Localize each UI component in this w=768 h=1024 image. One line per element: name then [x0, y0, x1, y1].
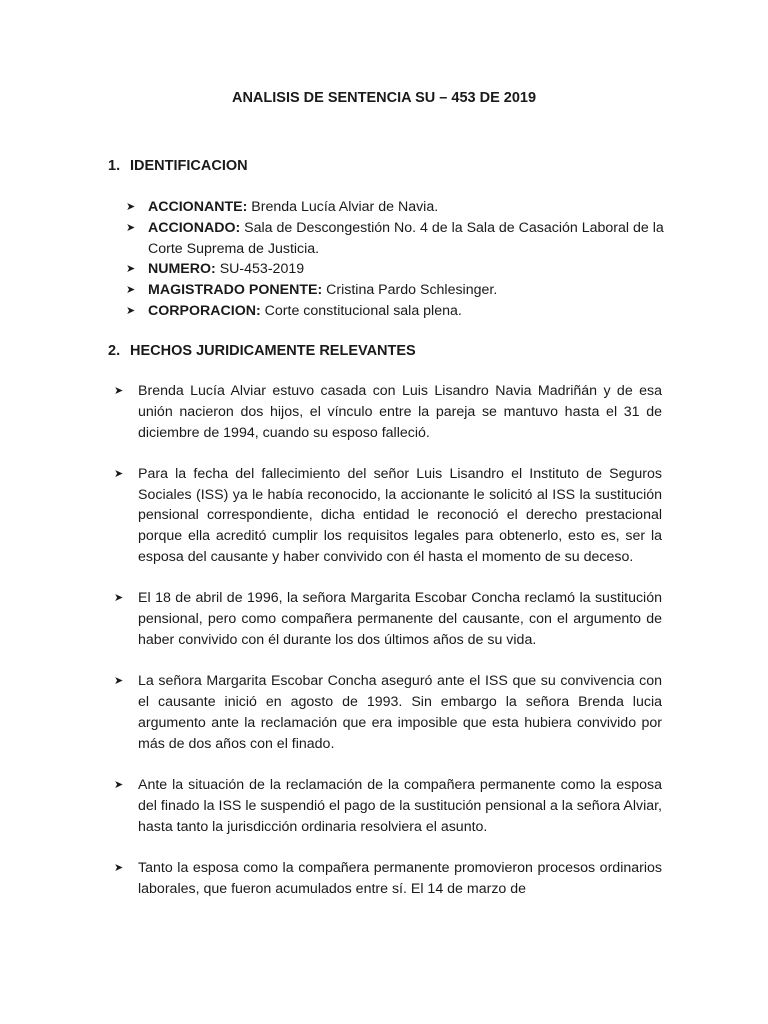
- arrow-bullet-icon: ➤: [114, 675, 124, 688]
- item-label: CORPORACION:: [148, 302, 261, 319]
- arrow-bullet-icon: ➤: [126, 201, 136, 213]
- arrow-bullet-icon: ➤: [114, 385, 124, 397]
- list-item: [126, 197, 666, 218]
- item-value: Sala de Descongestión No. 4 de la Sala de Casación Laboral de la Corte Suprema de Justicia.: [148, 219, 664, 257]
- list-item: [126, 259, 666, 280]
- arrow-bullet-icon: ➤: [126, 284, 136, 297]
- item-label: ACCIONANTE:: [148, 199, 248, 215]
- arrow-bullet-icon: ➤: [114, 778, 124, 791]
- fact-paragraph: [114, 464, 662, 568]
- identification-list: [126, 197, 666, 322]
- item-label: ACCIONADO:: [148, 219, 241, 236]
- list-item: [126, 280, 666, 301]
- fact-text: Brenda Lucía Alviar estuvo casada con Luis Lisandro Navia Madriñán y de esa unión nacieron dos hijos, el vínculo entre la pareja se mantuvo hasta el 31 de diciembre de 1994, cuando su esposo falleció.: [138, 383, 662, 441]
- arrow-bullet-icon: ➤: [114, 861, 124, 874]
- section-heading-hechos: [108, 343, 416, 359]
- section-title: HECHOS JURIDICAMENTE RELEVANTES: [130, 343, 416, 359]
- item-value: Brenda Lucía Alviar de Navia.: [247, 199, 439, 215]
- list-item: [126, 218, 666, 260]
- item-value: Corte constitucional sala plena.: [260, 302, 462, 319]
- facts-list: [114, 381, 662, 920]
- fact-text: Para la fecha del fallecimiento del señor Luis Lisandro el Instituto de Seguros Sociales (ISS) ya le había reconocido, la accionante le solicitó al ISS la sustitución pensional correspondiente, dicha entidad le reconoció el derecho prestacional porque ella acreditó cumplir los requisitos legales para obtenerlo, esto es, ser la esposa del causante y haber convivido con él hasta el momento de su deceso.: [138, 465, 662, 566]
- fact-paragraph: [114, 588, 662, 650]
- fact-text: Ante la situación de la reclamación de la compañera permanente como la esposa del finado la ISS le suspendió el pago de la sustitución pensional a la señora Alviar, hasta tanto la jurisdicción ordinaria resolviera el asunto.: [138, 776, 662, 835]
- arrow-bullet-icon: ➤: [114, 467, 124, 480]
- section-number: 1.: [108, 158, 121, 174]
- section-heading-identificacion: [108, 158, 248, 174]
- item-value: SU-453-2019: [215, 261, 305, 278]
- item-value: Cristina Pardo Schlesinger.: [322, 282, 498, 299]
- fact-text: Tanto la esposa como la compañera permanente promovieron procesos ordinarios laborales, que fueron acumulados entre sí. El 14 de marzo de: [138, 859, 662, 897]
- item-label: NUMERO:: [148, 261, 216, 278]
- section-title: IDENTIFICACION: [130, 158, 248, 174]
- fact-paragraph: [114, 671, 662, 754]
- item-label: MAGISTRADO PONENTE:: [148, 282, 323, 299]
- fact-paragraph: [114, 858, 662, 900]
- fact-text: El 18 de abril de 1996, la señora Margarita Escobar Concha reclamó la sustitución pensional, pero como compañera permanente del causante, con el argumento de haber convivido con él durante los dos últimos años de su vida.: [138, 590, 662, 648]
- arrow-bullet-icon: ➤: [126, 221, 136, 234]
- arrow-bullet-icon: ➤: [114, 592, 124, 605]
- document-title: ANALISIS DE SENTENCIA SU – 453 DE 2019: [231, 90, 537, 106]
- fact-paragraph: [114, 381, 662, 443]
- arrow-bullet-icon: ➤: [126, 304, 136, 317]
- arrow-bullet-icon: ➤: [126, 263, 136, 276]
- section-number: 2.: [108, 343, 121, 359]
- fact-text: La señora Margarita Escobar Concha aseguró ante el ISS que su convivencia con el causante inició en agosto de 1993. Sin embargo la señora Brenda lucia argumento ante la reclamación que era imposible que esta hubiera convivido por más de dos años con el finado.: [138, 673, 662, 752]
- list-item: [126, 301, 666, 322]
- fact-paragraph: [114, 775, 662, 837]
